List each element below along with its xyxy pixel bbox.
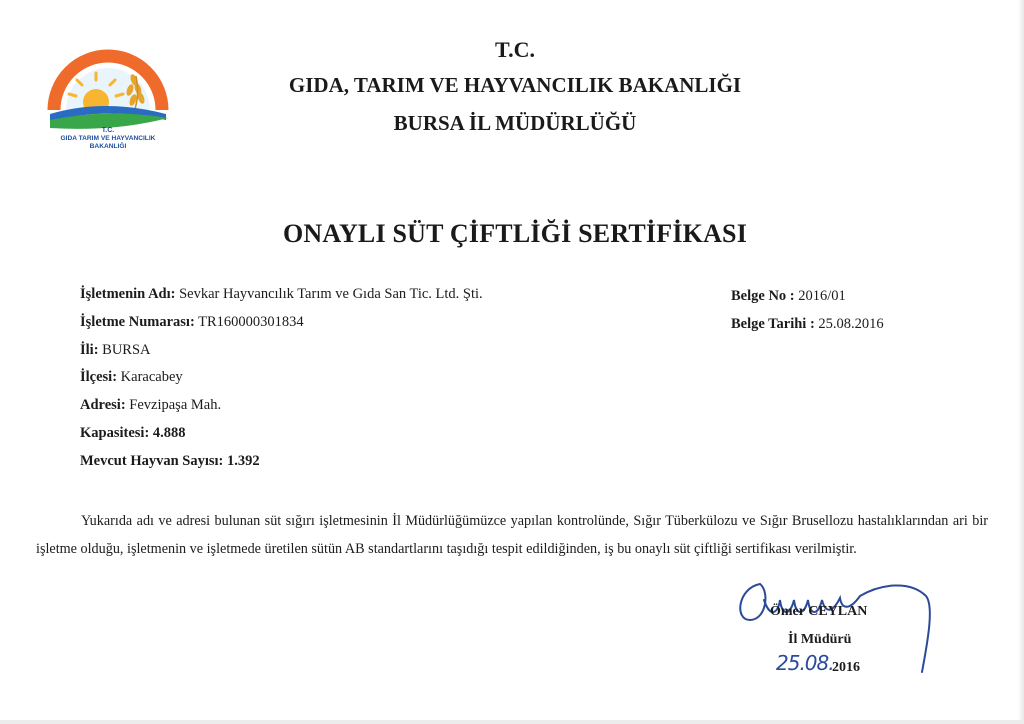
logo-ministry-text-2: BAKANLIĞI [89, 143, 127, 150]
field-district [80, 369, 183, 386]
field-value: BURSA [102, 342, 151, 358]
page-edge-bottom [0, 720, 1024, 724]
signature-handwritten-date: 25.08. [776, 651, 834, 675]
field-label: Adresi: [80, 397, 126, 413]
certificate-title: ONAYLI SÜT ÇİFTLİĞİ SERTİFİKASI [282, 219, 748, 248]
field-value: Fevzipaşa Mah. [129, 397, 222, 413]
document-number-value: 2016/01 [798, 288, 846, 304]
field-value: Karacabey [120, 369, 183, 385]
field-farm-number [80, 314, 304, 331]
field-animal-count [80, 453, 260, 470]
document-date-value: 25.08.2016 [818, 316, 884, 332]
logo-tc-text: T.C. [101, 127, 115, 134]
field-value: 1.392 [227, 453, 260, 469]
field-label: İlçesi: [80, 369, 118, 385]
document-date [731, 316, 884, 333]
header-tc: T.C. [495, 37, 535, 62]
certificate-body: Yukarıda adı ve adresi bulunan süt sığırı işletmesinin İl Müdürlüğümüzce yapılan kontrolünde, Sığır Tüberkülozu ve Sığır Brusellozu hastalıklarından ari bir işletme olduğu, işletmenin ve işletmede üretilen sütün AB standartlarını taşıdığı tespit edildiğinden, iş bu onaylı süt çiftliği sertifikası verilmiştir. [36, 513, 988, 557]
document-number [731, 288, 846, 305]
signatory-name: Ömer CEYLAN [770, 604, 868, 619]
field-value: Sevkar Hayvancılık Tarım ve Gıda San Tic. Ltd. Şti. [179, 286, 483, 302]
signature-date-year: 2016 [832, 660, 860, 675]
field-value: 4.888 [152, 425, 186, 441]
field-address [80, 397, 221, 414]
document-date-label: Belge Tarihi : [731, 316, 815, 332]
field-label: İşletmenin Adı: [80, 286, 176, 302]
sun-wheat-logo-icon [44, 40, 172, 130]
field-province [80, 342, 151, 359]
field-capacity [80, 425, 186, 442]
page-edge [1018, 0, 1024, 724]
header-directorate: BURSA İL MÜDÜRLÜĞÜ [393, 111, 637, 135]
header-ministry: GIDA, TARIM VE HAYVANCILIK BAKANLIĞI [288, 73, 742, 97]
field-label: Kapasitesi: [80, 425, 150, 441]
field-farm-name [80, 286, 483, 303]
ministry-logo [44, 40, 172, 160]
field-value: TR160000301834 [198, 314, 304, 330]
field-label: Mevcut Hayvan Sayısı: [80, 453, 224, 469]
signatory-title: İl Müdürü [788, 632, 852, 647]
logo-ministry-text: GIDA TARIM VE HAYVANCILIK [60, 135, 156, 142]
field-label: İşletme Numarası: [80, 314, 195, 330]
document-number-label: Belge No : [731, 288, 795, 304]
field-label: İli: [80, 342, 99, 358]
